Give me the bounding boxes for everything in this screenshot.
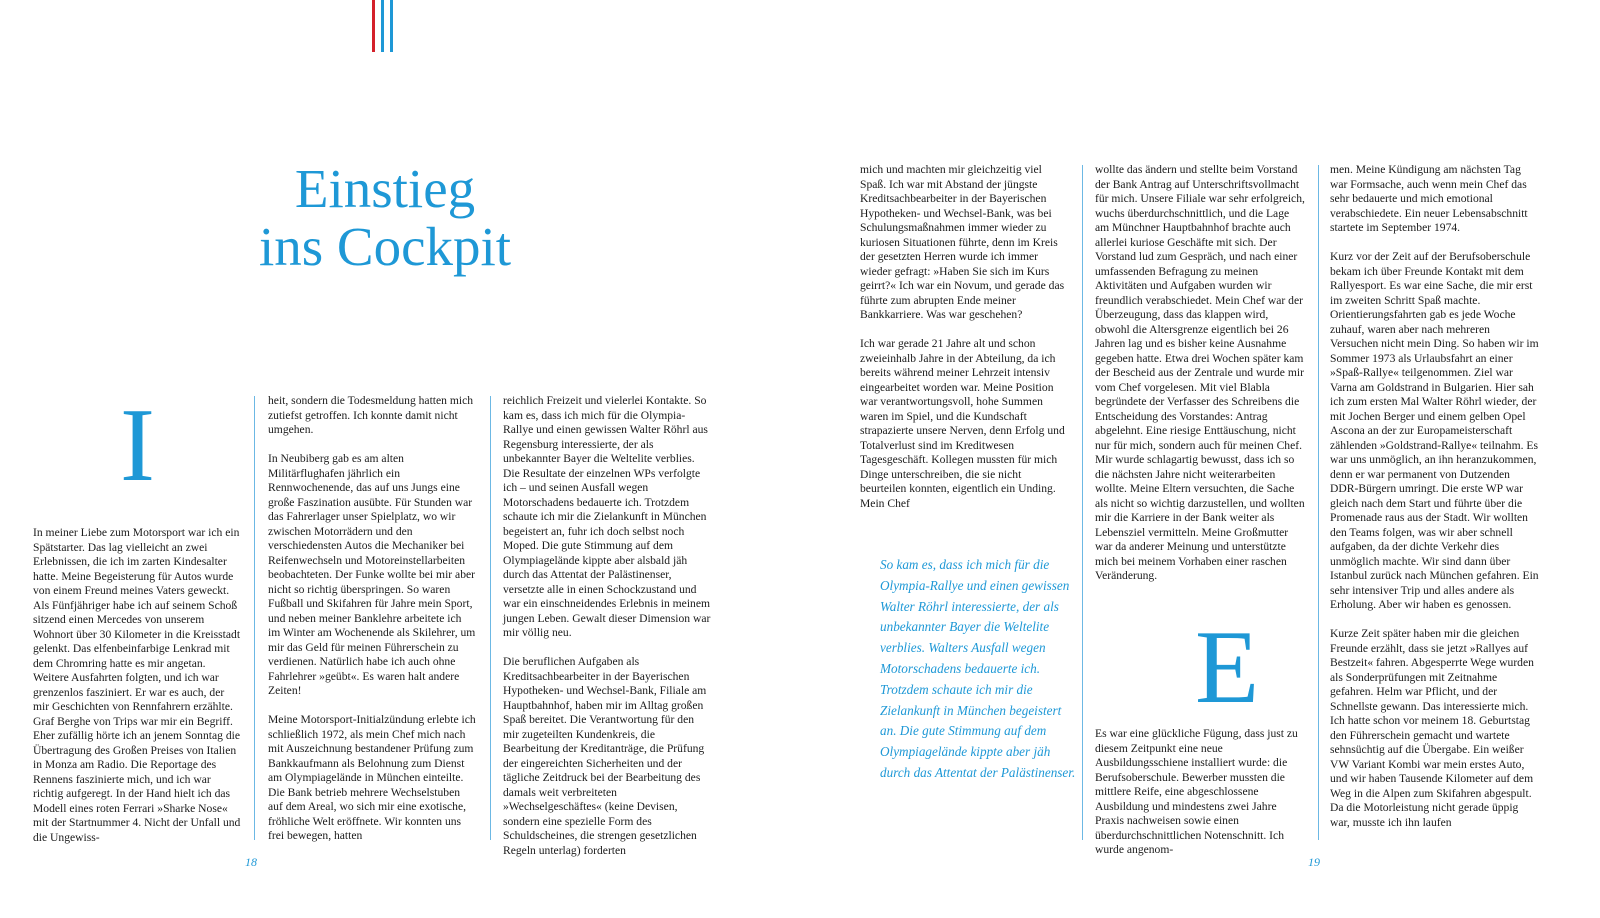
paragraph: heit, sondern die Todesmeldung hatten mich zutiefst getroffen. Ich konnte damit nicht umgehen. [268,394,474,436]
paragraph: wollte das ändern und stellte beim Vorstand der Bank Antrag auf Unterschriftsvollmacht für mich. Unsere Filiale war sehr erfolgreich, wuchs überdurchschnittlich, und die Lage am Münchner Hauptbahnhof brachte auch allerlei kuriose Geschäfte mit sich. Der Vorstand lud zum Gespräch, und nach einer umfassenden Befragung zu meinen Aktivitäten und Aufgaben wurden wir freundlich verabschiedet. Mein Chef war der Überzeugung, dass das klappen wird, obwohl die Altersgrenze eigentlich bei 26 Jahren lag und es bisher keine Ausnahme gegeben hatte. Etwa drei Wochen später kam der Bescheid aus der Zentrale und wurde mir vom Chef vorgelesen. Mit viel Blabla begründete der Verfasser des Schreibens die Entscheidung des Vorstandes: Antrag abgelehnt. Eine riesige Enttäuschung, nicht nur für mich, sondern auch für meinen Chef. Mir wurde schlagartig bewusst, dass ich so die nächsten Jahre nicht weiterarbeiten wollte. Meine Eltern versuchten, die Sache als nicht so wichtig darzustellen, und wollten mir die Karriere in der Bank weiter als Lebensziel vermitteln. Meine Großmutter war da anderer Meinung und unterstützte mich bei meinem Vorhaben einer raschen Veränderung. [1095,163,1305,582]
text-column-1 [33,526,243,844]
text-column-6 [1330,163,1540,844]
paragraph: mich und machten mir gleichzeitig viel Spaß. Ich war mit Abstand der jüngste Kreditsachbearbeiter in der Bayerischen Hypotheken- und Wechsel-Bank, was bei Schulungsmaßnahmen immer wieder zu kuriosen Situationen führte, denn im Kreis der gesetzten Herren wurde ich immer wieder gefragt: »Haben Sie sich im Kurs geirrt?« Ich war ein Novum, und gerade das führte zum abrupten Ende meiner Bankkarriere. Was war geschehen? [860,163,1065,321]
paragraph: Die beruflichen Aufgaben als Kreditsachbearbeiter in der Bayerischen Hypotheken- und Wechsel-Bank, Filiale am Hauptbahnhof, haben mir im Alltag großen Spaß bereitet. Die Verantwortung für den mir zugeteilten Kundenkreis, die Bearbeitung der Kreditanträge, die Prüfung der eingereichten Sicherheiten und der tägliche Zeitdruck bei der Bearbeitung des damals weit verbreiteten »Wechselgeschäftes« (keine Devisen, sondern eine spezielle Form des Schuldscheines, die strengen gesetzlichen Regeln unterlag) forderten [503,655,707,857]
paragraph: In meiner Liebe zum Motorsport war ich ein Spätstarter. Das lag vielleicht an zwei Erlebnissen, die ich im zarten Kindesalter hatte. Meine Begeisterung für Autos wurde von einem Freund meines Vaters geweckt. Als Fünfjähriger habe ich auf seinem Schoß sitzend einen Mercedes von unserem Wohnort über 30 Kilometer in die Kreisstadt gelenkt. Das elfenbeinfarbige Lenkrad mit dem Chromring hatte es mir angetan. Weitere Ausfahrten folgten, und ich war grenzenlos fasziniert. Er war es auch, der mir Geschichten von Rennfahrern erzählte. Graf Berghe von Trips war mir ein Begriff. Eher zufällig hörte ich an jenem Sonntag die Übertragung des Großen Preises von Italien in Monza am Radio. Die Reportage des Rennens faszinierte mich, und ich war richtig aufgeregt. In der Hand hielt ich das Modell eines roten Ferrari »Sharke Nose« mit der Startnummer 4. Nicht der Unfall und die Ungewiss- [33,526,241,844]
paragraph: Kurze Zeit später haben mir die gleichen Freunde erzählt, dass sie jetzt »Rallyes auf Bestzeit« fahren. Abgesperrte Wege wurden als Sonderprüfungen mit Zeitnahme gefahren. Helm war Pflicht, und der Schnellste gewann. Das interessierte mich. Ich hatte schon vor meinem 18. Geburtstag den Führerschein gemacht und wartete sehnsüchtig auf die Übergabe. Ein weißer VW Variant Kombi war mein erstes Auto, und wir haben Tausende Kilometer auf dem Weg in die Alpen zum Skifahren abgespult. Da die Motorleistung nicht gerade üppig war, musste ich ihn laufen [1330,627,1534,829]
column-rule [1318,165,1319,840]
column-rule [490,396,491,840]
paragraph: Kurz vor der Zeit auf der Berufsoberschule bekam ich über Freunde Kontakt mit dem Rallyesport. Es war eine Sache, die mir erst im zweiten Schritt Spaß machte. Orientierungsfahrten gab es jede Woche zuhauf, waren aber nach mehreren Versuchen nicht mein Ding. So haben wir im Sommer 1973 als Urlaubsfahrt an einer »Spaß-Rallye« teilgenommen. Ziel war Varna am Goldstrand in Bulgarien. Hier sah ich zum ersten Mal Walter Röhrl wieder, der mit Jochen Berger und einem gelben Opel Ascona an der zur Europameisterschaft zählenden »Goldstrand-Rallye« teilnahm. Es war uns unmöglich, an ihn heranzukommen, denn er war permanent von Dutzenden DDR-Bürgern umringt. Die erste WP war gleich nach dem Start und führte über die Promenade raus aus der Stadt. Wir wollten den Teams folgen, was wir aber schnell aufgaben, da der dichte Verkehr dies unmöglich machte. Wir sind dann über Istanbul zurück nach München gefahren. Ein sehr intensiver Trip und alles andere als Erholung. Aber wir haben es genossen. [1330,250,1539,611]
page-number-left: 18 [245,855,257,869]
paragraph: Ich war gerade 21 Jahre alt und schon zweieinhalb Jahre in der Abteilung, da ich bereits während meiner Lehrzeit intensiv eingearbeitet worden war. Meine Position war verantwortungsvoll, hohe Summen waren im Spiel, und die Kundschaft strapazierte unsere Nerven, denn Erfolg und Totalverlust sind im Kreditwesen Tagesgeschäft. Kollegen mussten für mich Dinge unterschreiben, die sie nicht beurteilen konnten, eigentlich ein Unding. Mein Chef [860,337,1065,510]
paragraph: Meine Motorsport-Initialzündung erlebte ich schließlich 1972, als mein Chef mich nach mit Auszeichnung bestandener Prüfung zum Bankkaufmann als Belohnung zum Dienst am Olympiagelände in München einteilte. Die Bank betrieb mehrere Wechselstuben auf dem Areal, wo sich mir eine exotische, fröhliche Welt eröffnete. Wir konnten uns frei bewegen, hatten [268,713,476,842]
text-column-5 [1095,163,1305,603]
drop-cap-i: I [120,386,155,503]
page-number-right: 19 [1308,855,1320,869]
drop-cap-e: E [1195,608,1260,725]
paragraph: reichlich Freizeit und vielerlei Kontakte. So kam es, dass ich mich für die Olympia-Rallye und einen gewissen Walter Röhrl aus Regensburg interessierte, der als unbekannter Bayer die Weltelite verblies. Die Resultate der einzelnen WPs verfolgte ich – und seinen Ausfall wegen Motorschadens bedauerte ich. Trotzdem schaute ich mir die Zielankunft in München begeistert an, fuhr ich doch selbst noch Moped. Die gute Stimmung auf dem Olympiagelände kippte aber alsbald jäh durch das Attentat der Palästinenser, versetzte alle in einen Schockzustand und war ein einschneidendes Erlebnis in meinem jungen Leben. Gewalt dieser Dimension war mir völlig neu. [503,394,711,639]
text-column-5-continued [1095,727,1305,856]
text-column-4 [860,163,1070,510]
text-column-3 [503,394,713,857]
chapter-title-line-1: Einstieg [294,158,476,219]
paragraph: Es war eine glückliche Fügung, dass just zu diesem Zeitpunkt eine neue Ausbildungsschiene installiert wurde: die Berufsoberschule. Bewerber mussten die mittlere Reife, eine abgeschlossene Ausbildung und mindestens zwei Jahre Praxis nachweisen sowie einen überdurchschnittlichen Notenschnitt. Ich wurde angenom- [1095,727,1298,856]
chapter-title [160,160,610,276]
column-rule [1082,165,1083,840]
column-rule [254,396,255,840]
paragraph: In Neubiberg gab es am alten Militärflughafen jährlich ein Rennwochenende, das auf uns Jungs eine große Faszination ausübte. Für Stunden war das Fahrerlager unser Spielplatz, wo wir zwischen Motorrädern und den verschiedensten Autos die Mechaniker bei Reifenwechseln und Motoreinstellarbeiten beobachteten. Der Funke wollte bei mir aber nicht so richtig überspringen. So waren Fußball und Skifahren für Jahre mein Sport, und neben meiner Banklehre arbeitete ich im Winter am Wochenende als Skilehrer, um mir das Geld für meinen Führerschein zu verdienen. Natürlich habe ich auch ohne Fahrlehrer »geübt«. Es waren halt andere Zeiten! [268,452,476,697]
text-column-2 [268,394,476,844]
pull-quote: So kam es, dass ich mich für die Olympia-Rallye und einen gewissen Walter Röhrl interessierte, der als unbekannter Bayer die Weltelite verblies. Walters Ausfall wegen Motorschadens bedauerte ich. Trotzdem schaute ich mir die Zielankunft in München begeistert an. Die gute Stimmung auf dem Olympiagelände kippte aber jäh durch das Attentat der Palästinenser. [880,557,1076,780]
chapter-title-line-2: ins Cockpit [258,216,512,277]
blue-stripe [381,0,384,52]
red-stripe [372,0,375,52]
paragraph: men. Meine Kündigung am nächsten Tag war Formsache, auch wenn mein Chef das sehr bedauerte und mich emotional verabschiedete. Ein neuer Lebensabschnitt startete im September 1974. [1330,163,1528,234]
blue-stripe [390,0,393,52]
